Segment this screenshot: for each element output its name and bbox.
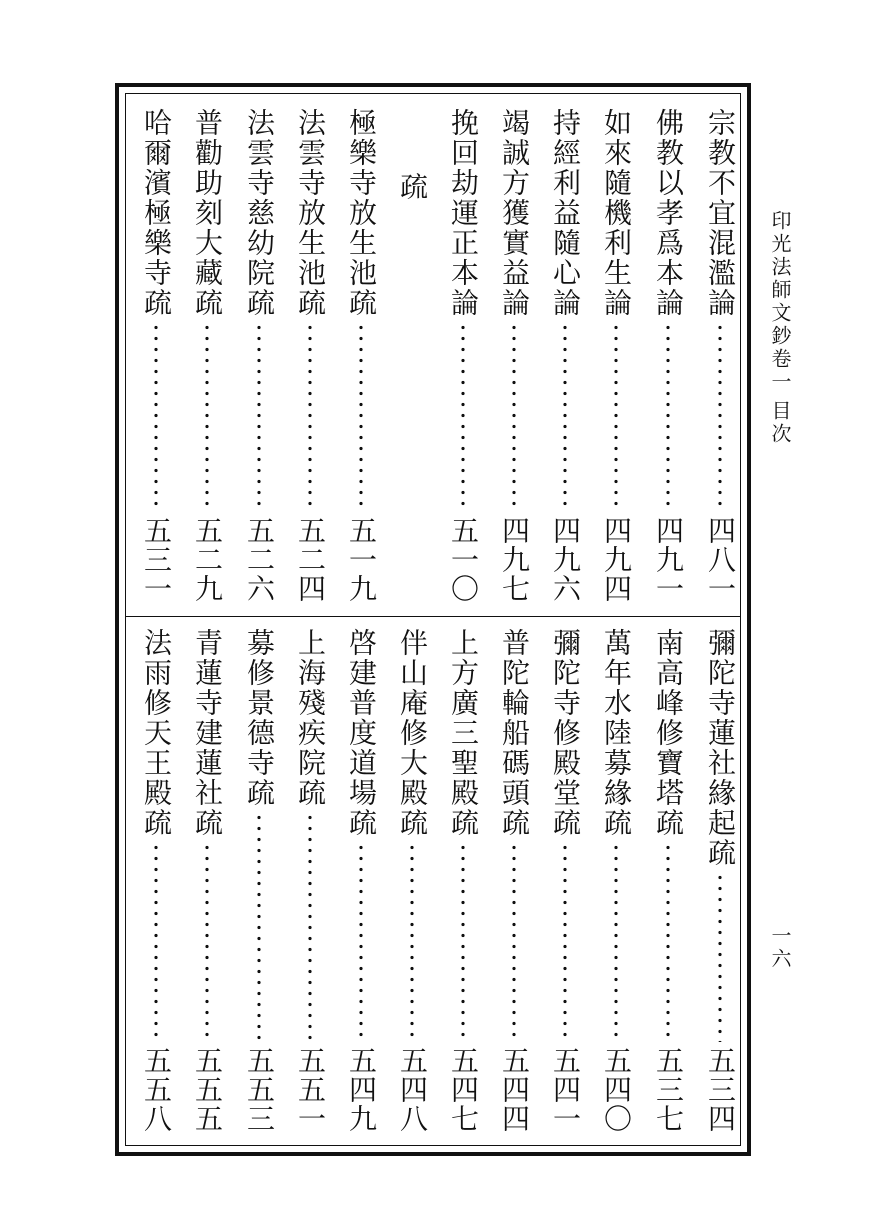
leader-dots <box>205 322 209 512</box>
entry-page: 五五五 <box>191 1046 224 1133</box>
leader-dots <box>154 322 158 512</box>
toc-entry[interactable] <box>395 628 429 1133</box>
leader-dots <box>308 812 312 1042</box>
toc-entry[interactable] <box>446 108 480 603</box>
page-number: 一六 <box>768 925 792 971</box>
entry-title: 啓建普度道場疏 <box>345 628 378 838</box>
entry-title: 彌陀寺蓮社緣起疏 <box>704 628 737 868</box>
entry-page: 五一〇 <box>447 516 480 603</box>
toc-entry[interactable] <box>139 108 173 603</box>
toc-entry[interactable] <box>548 628 582 1133</box>
toc-entry[interactable] <box>651 628 685 1133</box>
entry-page: 五一九 <box>345 516 378 603</box>
book-title: 印光法師文鈔卷一 <box>768 210 792 394</box>
entry-title: 竭誠方獲實益論 <box>498 108 531 318</box>
entry-page: 四九一 <box>652 516 685 603</box>
toc-entry[interactable] <box>344 628 378 1133</box>
entry-title: 挽回劫運正本論 <box>447 108 480 318</box>
toc-entry[interactable] <box>703 108 737 603</box>
toc-entry[interactable] <box>599 108 633 603</box>
entry-page: 五五三 <box>243 1046 276 1133</box>
entry-title: 哈爾濱極樂寺疏 <box>140 108 173 318</box>
entry-page: 五三四 <box>704 1046 737 1133</box>
entry-title: 如來隨機利生論 <box>600 108 633 318</box>
entry-page: 五二九 <box>191 516 224 603</box>
leader-dots <box>666 842 670 1042</box>
leader-dots <box>718 322 722 512</box>
entry-page: 五四一 <box>549 1046 582 1133</box>
entry-title: 伴山庵修大殿疏 <box>396 628 429 838</box>
toc-entry[interactable] <box>190 628 224 1133</box>
toc-entry[interactable] <box>446 628 480 1133</box>
register-divider <box>125 616 741 617</box>
toc-entry[interactable] <box>497 628 531 1133</box>
entry-page: 五五八 <box>140 1046 173 1133</box>
entry-page: 五四九 <box>345 1046 378 1133</box>
leader-dots <box>512 322 516 512</box>
entry-title: 法雲寺放生池疏 <box>294 108 327 318</box>
toc-entry[interactable] <box>293 628 327 1133</box>
toc-entry[interactable] <box>190 108 224 603</box>
entry-page: 四八一 <box>704 516 737 603</box>
entry-title: 法雨修天王殿疏 <box>140 628 173 838</box>
leader-dots <box>154 842 158 1042</box>
toc-entry[interactable] <box>293 108 327 603</box>
toc-entry[interactable] <box>651 108 685 603</box>
entry-title: 普勸助刻大藏疏 <box>191 108 224 318</box>
toc-entry[interactable] <box>242 108 276 603</box>
section-title: 目次 <box>768 400 792 446</box>
leader-dots <box>512 842 516 1042</box>
toc-entry[interactable] <box>242 628 276 1133</box>
entry-page: 四九七 <box>498 516 531 603</box>
entry-page: 五二六 <box>243 516 276 603</box>
leader-dots <box>461 322 465 512</box>
entry-page: 五四八 <box>396 1046 429 1133</box>
leader-dots <box>308 322 312 512</box>
leader-dots <box>461 842 465 1042</box>
entry-title: 萬年水陸募緣疏 <box>600 628 633 838</box>
leader-dots <box>205 842 209 1042</box>
leader-dots <box>359 322 363 512</box>
toc-entry[interactable] <box>497 108 531 603</box>
entry-page: 五四〇 <box>600 1046 633 1133</box>
leader-dots <box>257 322 261 512</box>
entry-title: 青蓮寺建蓮社疏 <box>191 628 224 838</box>
entry-title: 宗教不宜混濫論 <box>704 108 737 318</box>
entry-title: 募修景德寺疏 <box>243 628 276 808</box>
leader-dots <box>563 322 567 512</box>
leader-dots <box>359 842 363 1042</box>
entry-title: 上海殘疾院疏 <box>294 628 327 808</box>
leader-dots <box>257 812 261 1042</box>
toc-entry[interactable] <box>599 628 633 1133</box>
leader-dots <box>614 842 618 1042</box>
leader-dots <box>666 322 670 512</box>
entry-page: 五二四 <box>294 516 327 603</box>
entry-page: 五四四 <box>498 1046 531 1133</box>
entry-page: 五三一 <box>140 516 173 603</box>
entry-title: 極樂寺放生池疏 <box>345 108 378 318</box>
leader-dots <box>614 322 618 512</box>
toc-entry[interactable] <box>139 628 173 1133</box>
toc-entry[interactable] <box>344 108 378 603</box>
entry-title: 南高峰修寶塔疏 <box>652 628 685 838</box>
entry-page: 五五一 <box>294 1046 327 1133</box>
toc-entry[interactable] <box>703 628 737 1133</box>
entry-title: 普陀輪船碼頭疏 <box>498 628 531 838</box>
entry-title: 持經利益隨心論 <box>549 108 582 318</box>
entry-page: 五四七 <box>447 1046 480 1133</box>
entry-page: 五三七 <box>652 1046 685 1133</box>
entry-title: 法雲寺慈幼院疏 <box>243 108 276 318</box>
entry-title: 上方廣三聖殿疏 <box>447 628 480 838</box>
leader-dots <box>718 872 722 1042</box>
toc-entry[interactable] <box>548 108 582 603</box>
leader-dots <box>563 842 567 1042</box>
leader-dots <box>410 842 414 1042</box>
entry-page: 四九六 <box>549 516 582 603</box>
section-heading-shu: 疏 <box>396 172 429 200</box>
entry-page: 四九四 <box>600 516 633 603</box>
entry-title: 佛教以孝爲本論 <box>652 108 685 318</box>
entry-title: 彌陀寺修殿堂疏 <box>549 628 582 838</box>
